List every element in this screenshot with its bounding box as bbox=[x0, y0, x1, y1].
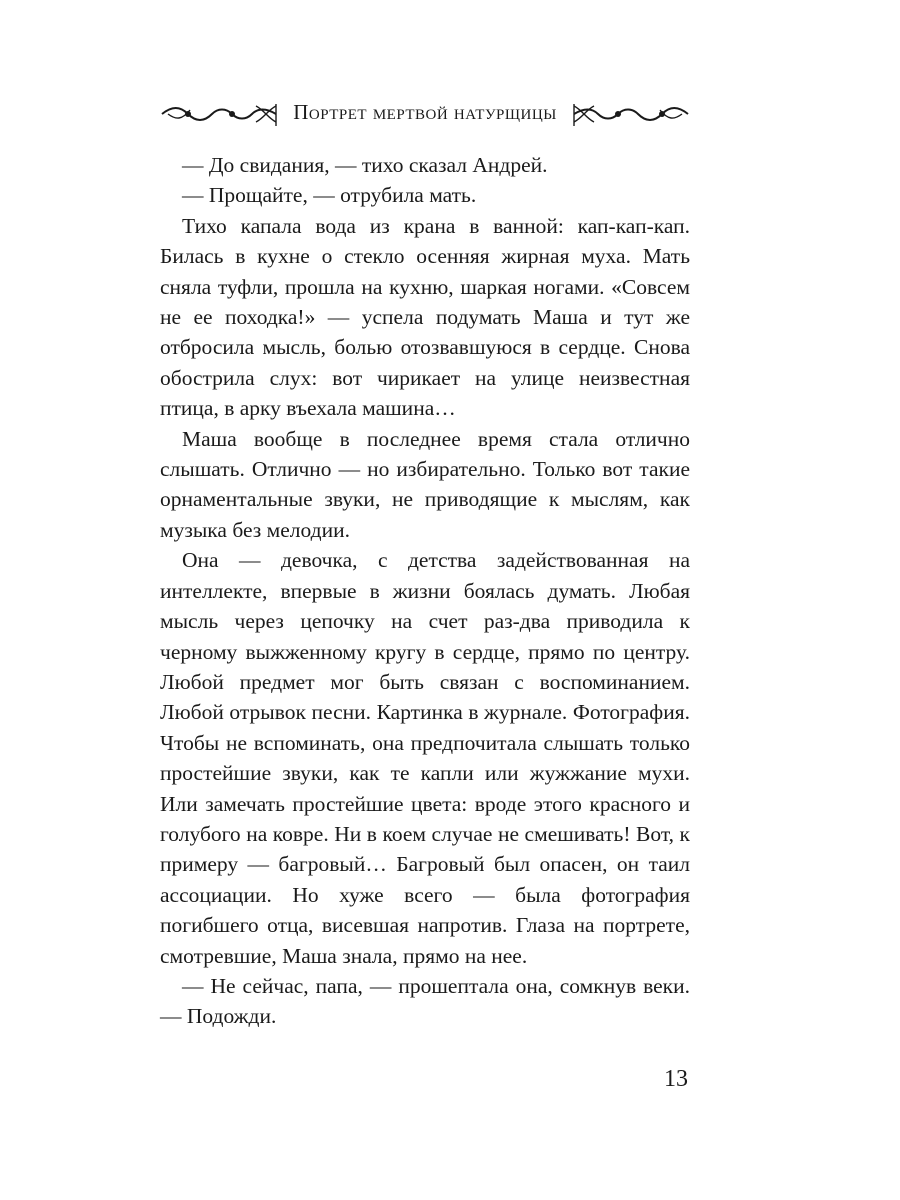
paragraph: — Прощайте, — отрубила мать. bbox=[182, 183, 477, 208]
paragraph: — До свидания, — тихо сказал Андрей. bbox=[182, 153, 548, 177]
body-text bbox=[160, 150, 690, 1032]
ornament-right-icon bbox=[572, 96, 690, 132]
running-header-title: Портрет мертвой натурщицы bbox=[293, 100, 557, 124]
running-header bbox=[160, 96, 690, 132]
page-number: 13 bbox=[664, 1066, 688, 1092]
paragraph: — Не сейчас, папа, — прошептала она, сомкнув веки. — Подожди. bbox=[160, 973, 690, 1029]
paragraph: Тихо капала вода из крана в ванной: кап-кап-кап. Билась в кухне о стекло осенняя жирная муха. Мать сняла туфли, прошла на кухню, шаркая ногами. «Совсем не ее походка!» — успела подумать Маша и тут же отбросила мысль, болью отозвавшуюся в сердце. Снова обострила слух: вот чирикает на улице неизвестная птица, в арку въехала машина… bbox=[160, 213, 690, 421]
paragraph: Она — девочка, с детства задействованная на интеллекте, впервые в жизни боялась думать. Любая мысль через цепочку на счет раз-два приводила к черному выжженному кругу в сердце, прямо по центру. Любой предмет мог быть связан с воспоминанием. Любой отрывок песни. Картинка в журнале. Фотография. Чтобы не вспоминать, она предпочитала слышать только простейшие звуки, как те капли или жужжание мухи. Или замечать простейшие цвета: вроде этого красного и голубого на ковре. Ни в коем случае не смешивать! Вот, к примеру — багровый… Багровый был опасен, он таил ассоциации. Но хуже всего — была фотография погибшего отца, висевшая напротив. Глаза на портрете, смотревшие, Маша знала, прямо на нее. bbox=[160, 548, 690, 968]
paragraph: Маша вообще в последнее время стала отлично слышать. Отлично — но избирательно. Только вот такие орнаментальные звуки, не приводящие к мыслям, как музыка без мелодии. bbox=[160, 426, 690, 542]
